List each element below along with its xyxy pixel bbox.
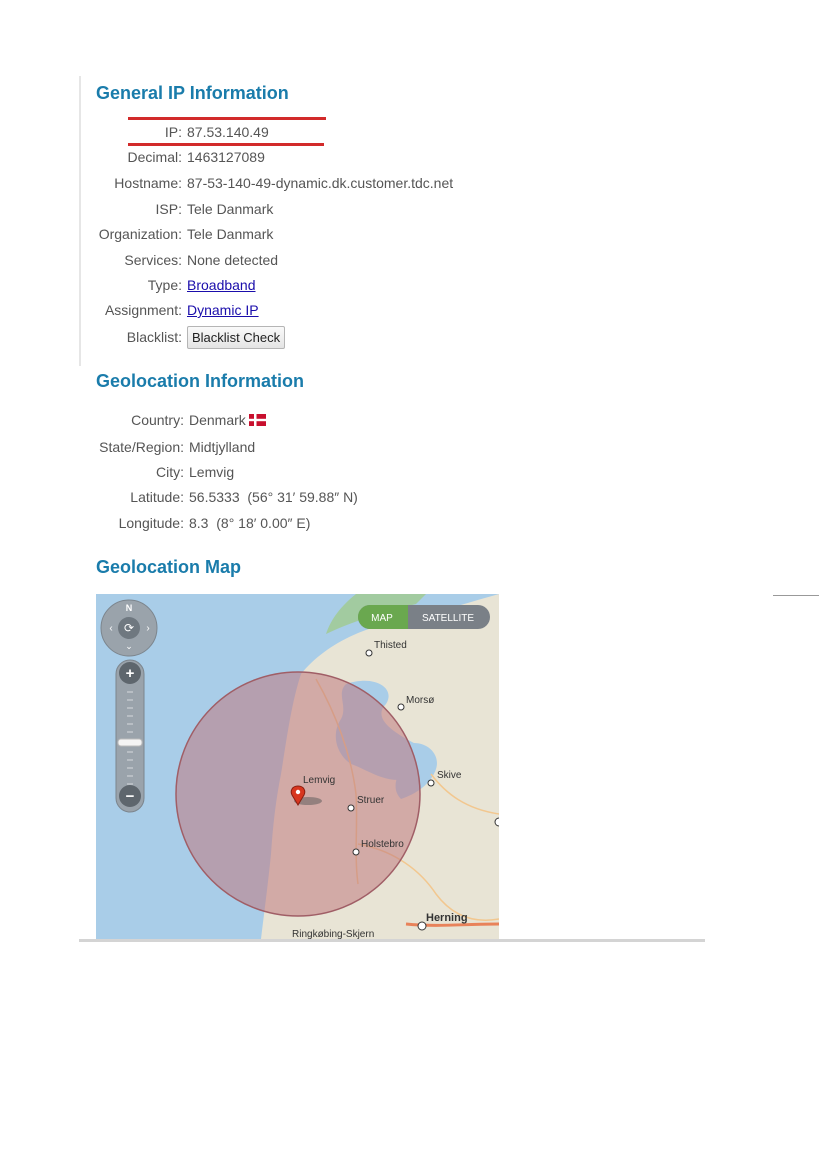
pan-right-icon[interactable]: › — [146, 623, 150, 634]
region-value: Midtjylland — [189, 439, 256, 455]
map-label-skive: Skive — [437, 770, 462, 781]
hostname-label: Hostname: — [114, 175, 182, 191]
content-left-border — [79, 76, 81, 366]
region-label: State/Region: — [99, 439, 184, 455]
map-label-morso: Morsø — [406, 695, 435, 706]
compass-north-label: N — [125, 603, 133, 613]
organization-label: Organization: — [98, 226, 182, 242]
zoom-in-icon: + — [125, 665, 135, 682]
content-bottom-border — [79, 939, 705, 942]
latitude-value: 56.5333 (56° 31′ 59.88″ N) — [189, 489, 358, 505]
services-label: Services: — [124, 252, 182, 268]
general-ip-heading: General IP Information — [96, 83, 289, 103]
ip-value: 87.53.140.49 — [187, 124, 269, 140]
blacklist-check-button[interactable]: Blacklist Check — [187, 326, 285, 349]
assignment-label: Assignment: — [104, 302, 182, 318]
map-label-herning: Herning — [426, 912, 468, 924]
map-place-dot — [495, 818, 499, 826]
dynamic-ip-link[interactable]: Dynamic IP — [187, 302, 259, 318]
isp-row — [80, 199, 273, 219]
latitude-row — [80, 487, 358, 507]
latitude-label: Latitude: — [130, 489, 184, 505]
hostname-value: 87-53-140-49-dynamic.dk.customer.tdc.net — [187, 175, 454, 191]
organization-row — [80, 224, 273, 244]
rotate-icon: ⟳ — [123, 621, 135, 635]
map-label-ringkobing: Ringkøbing-Skjern — [292, 929, 375, 939]
country-value: Denmark — [189, 412, 246, 428]
country-row — [80, 410, 266, 430]
isp-value: Tele Danmark — [187, 201, 274, 217]
highlight-line-bottom — [128, 143, 324, 146]
map-place-dot — [418, 922, 426, 930]
margin-rule — [773, 595, 819, 596]
pan-left-icon[interactable]: ‹ — [109, 623, 113, 634]
map-label-lemvig: Lemvig — [303, 775, 336, 786]
map-place-dot — [398, 704, 404, 710]
zoom-slider-handle[interactable] — [118, 739, 142, 746]
longitude-value: 8.3 (8° 18′ 0.00″ E) — [189, 515, 311, 531]
map-label-holstebro: Holstebro — [361, 839, 404, 850]
decimal-row — [80, 147, 265, 167]
geolocation-heading: Geolocation Information — [96, 371, 305, 391]
services-value: None detected — [187, 252, 279, 268]
decimal-value: 1463127089 — [187, 149, 265, 165]
map-pan-control[interactable] — [101, 600, 157, 656]
type-row — [80, 275, 256, 295]
isp-label: ISP: — [155, 201, 182, 217]
geolocation-map[interactable] — [96, 594, 499, 939]
zoom-out-icon: − — [125, 788, 135, 805]
city-value: Lemvig — [189, 464, 235, 480]
map-place-dot — [428, 780, 434, 786]
ip-label: IP: — [164, 124, 182, 140]
hostname-row — [80, 173, 453, 193]
map-type-label: MAP — [371, 613, 393, 624]
longitude-row — [80, 513, 310, 533]
services-row — [80, 250, 278, 270]
highlight-line-top — [128, 117, 326, 120]
map-label-struer: Struer — [357, 795, 385, 806]
city-row — [80, 462, 234, 482]
city-label: City: — [156, 464, 184, 480]
satellite-type-button[interactable]: SATELLITE — [421, 613, 475, 624]
country-label: Country: — [131, 412, 184, 428]
ip-row — [80, 122, 269, 142]
region-row — [80, 437, 255, 457]
map-place-dot — [366, 650, 372, 656]
blacklist-label: Blacklist: — [126, 329, 182, 345]
assignment-row — [80, 300, 259, 320]
blacklist-row — [80, 326, 285, 350]
map-place-dot — [353, 849, 359, 855]
decimal-label: Decimal: — [127, 149, 182, 165]
pan-down-icon[interactable]: ⌄ — [125, 641, 133, 651]
organization-value: Tele Danmark — [187, 226, 274, 242]
marker-dot — [296, 790, 300, 794]
type-label: Type: — [147, 277, 182, 293]
denmark-flag-icon — [249, 414, 266, 426]
geolocation-map-heading: Geolocation Map — [96, 557, 242, 577]
longitude-label: Longitude: — [118, 515, 184, 531]
map-place-dot — [348, 805, 354, 811]
broadband-link[interactable]: Broadband — [187, 277, 256, 293]
map-label-thisted: Thisted — [374, 640, 407, 651]
